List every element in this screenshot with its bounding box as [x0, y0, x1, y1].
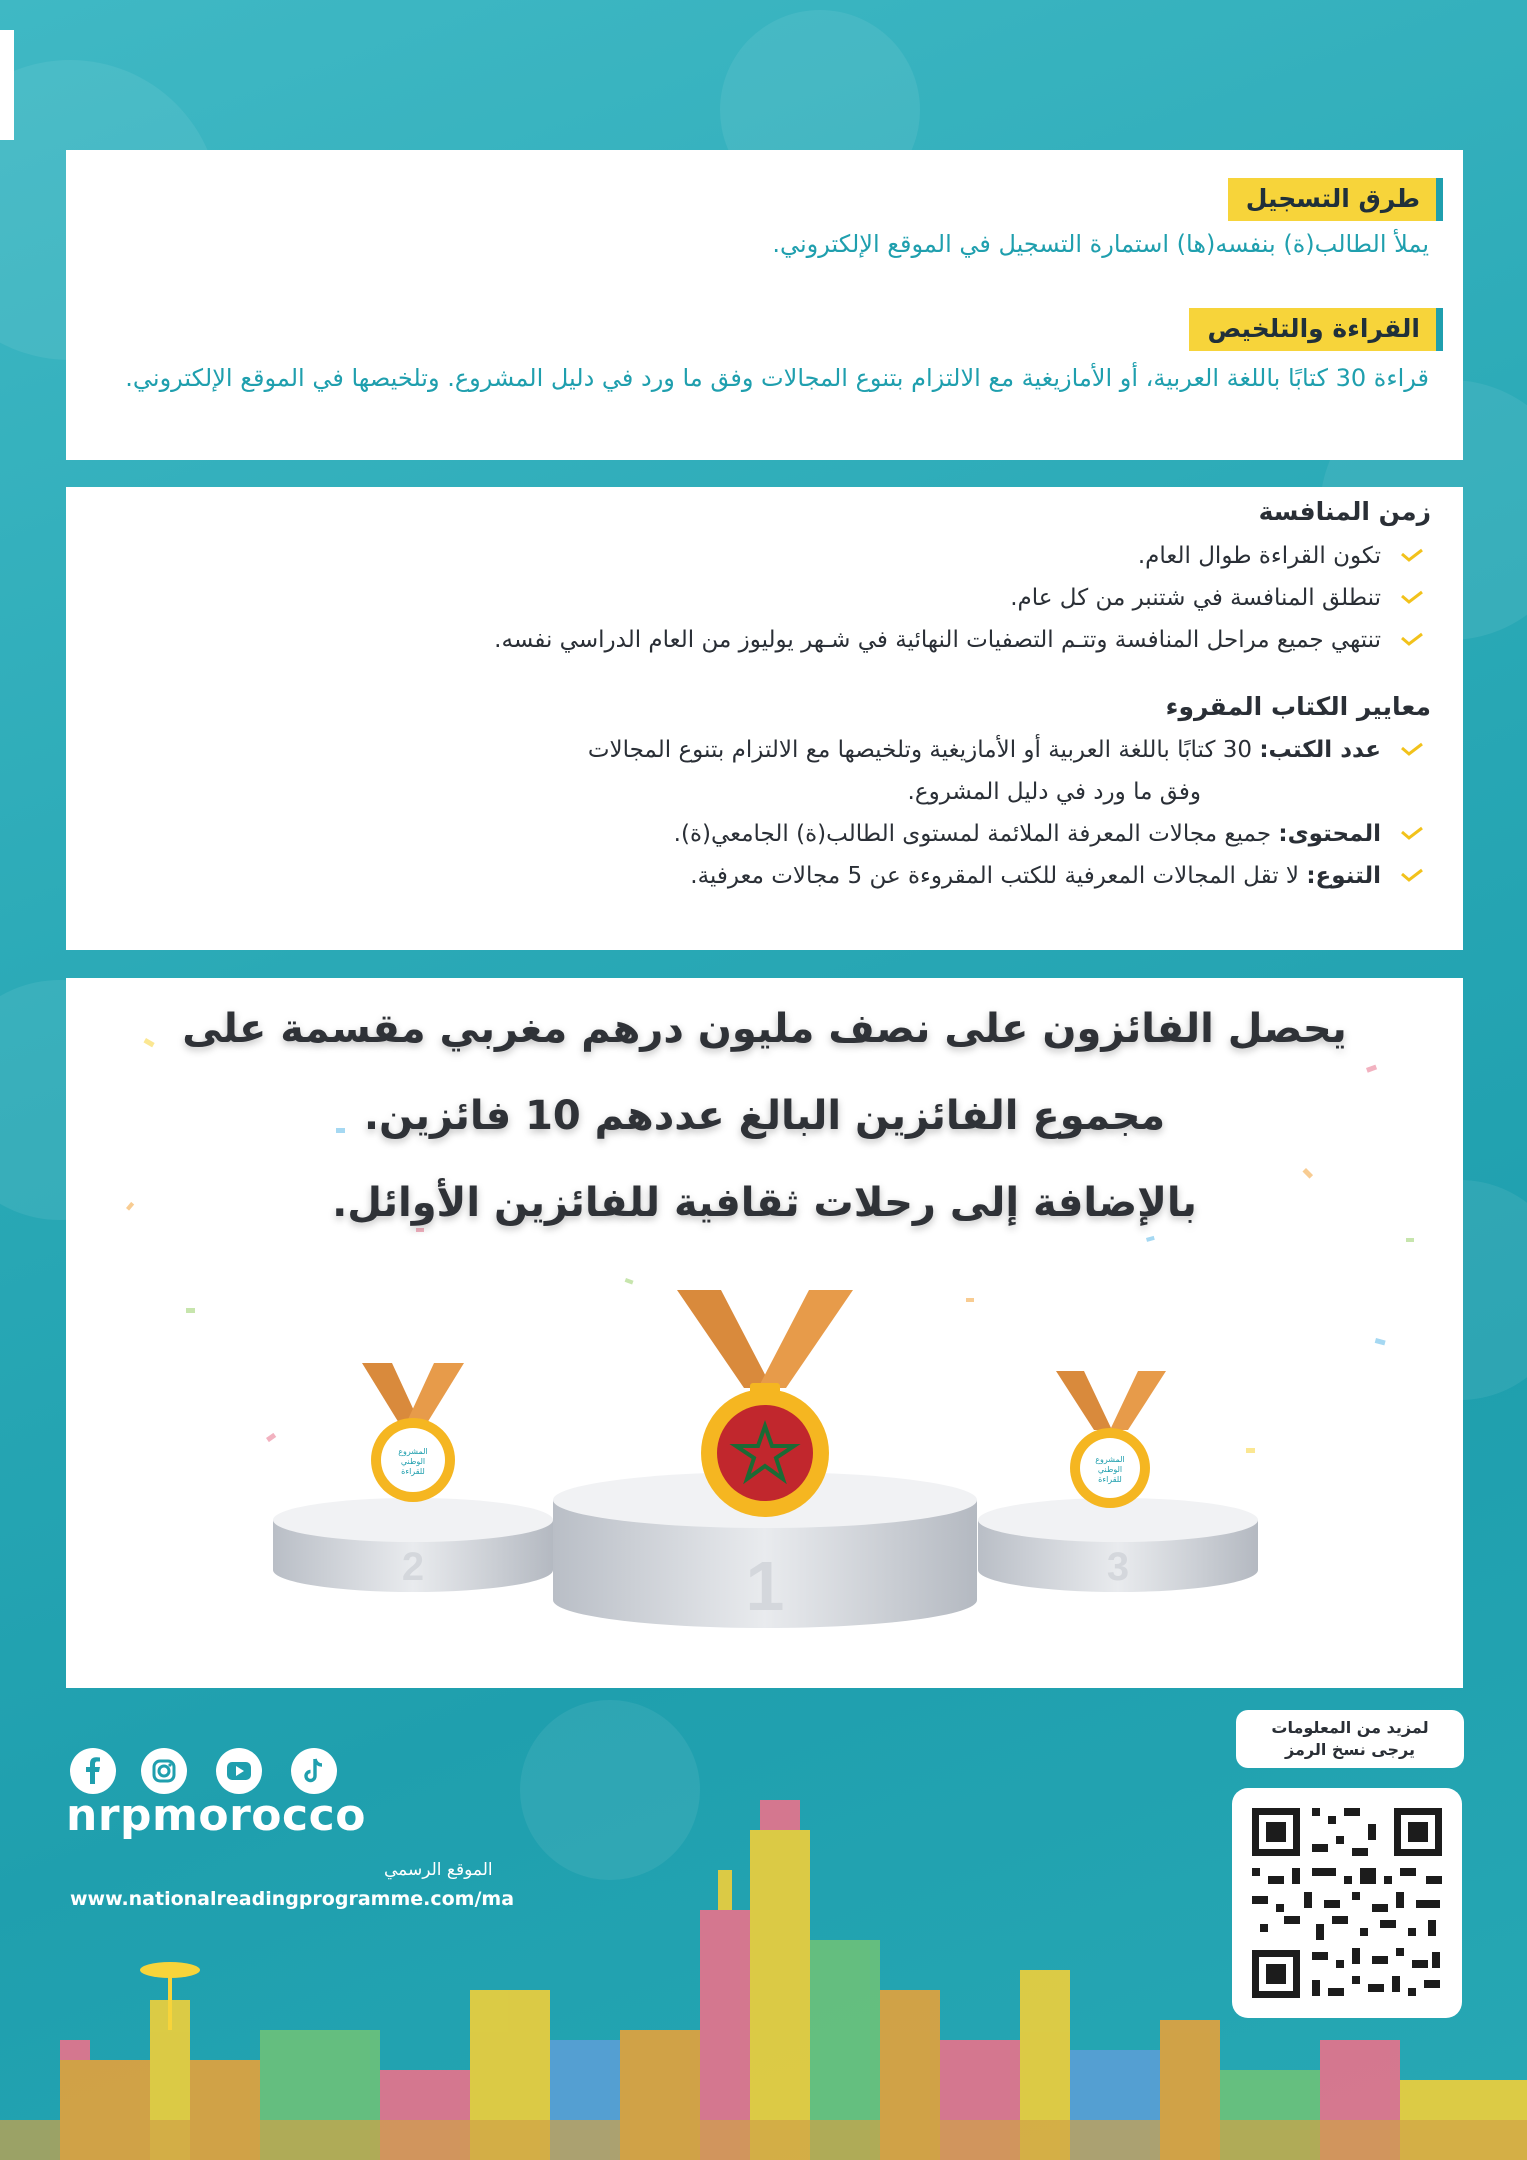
- check-icon: [1399, 742, 1425, 756]
- registration-text: يملأ الطالب(ة) بنفسه(ها) استمارة التسجيل في الموقع الإلكتروني.: [772, 230, 1429, 258]
- check-icon: [1399, 590, 1425, 604]
- medal-3-icon: [1056, 1371, 1166, 1508]
- criteria-label: التنوع:: [1306, 863, 1381, 889]
- criteria-text-continuation: وفق ما ورد في دليل المشروع.: [907, 779, 1201, 805]
- place-number: 2: [401, 1545, 425, 1589]
- youtube-icon[interactable]: [216, 1748, 262, 1794]
- check-icon: [1399, 868, 1425, 882]
- criteria-list: [588, 729, 1381, 897]
- qr-caption: [1236, 1710, 1464, 1768]
- prize-line-2: مجموع الفائزين البالغ عددهم 10 فائزين.: [363, 1093, 1166, 1139]
- criteria-text: لا تقل المجالات المعرفية للكتب المقروءة عن 5 مجالات معرفية.: [690, 863, 1300, 889]
- podium-place-3: [978, 1498, 1258, 1592]
- competition-card: [66, 487, 1463, 950]
- check-icon: [1399, 548, 1425, 562]
- website-label: الموقع الرسمي: [384, 1860, 493, 1880]
- list-item: [588, 855, 1381, 897]
- facebook-icon[interactable]: [70, 1748, 116, 1794]
- criteria-text: 30 كتابًا باللغة العربية أو الأمازيغية وتلخيصها مع الالتزام بتنوع المجالات: [587, 737, 1253, 763]
- website-link[interactable]: www.nationalreadingprogramme.com/ma: [70, 1888, 515, 1910]
- podium-place-2: [273, 1498, 553, 1592]
- medal-2-icon: [362, 1363, 464, 1502]
- check-icon: [1399, 632, 1425, 646]
- registration-tag: طرق التسجيل: [1228, 178, 1443, 221]
- qr-caption-line: لمزيد من المعلومات: [1271, 1718, 1429, 1737]
- medal-text: المشروع: [398, 1447, 428, 1456]
- page-edge-tab: [0, 30, 14, 140]
- medal-text: الوطني: [1097, 1465, 1123, 1474]
- medal-text: المشروع: [1095, 1455, 1125, 1464]
- medal-text: الوطني: [400, 1457, 426, 1466]
- reading-tag: القراءة والتلخيص: [1189, 308, 1443, 351]
- list-item: [588, 813, 1381, 855]
- medal-text: للقراءة: [1098, 1475, 1122, 1484]
- place-number: 3: [1106, 1545, 1130, 1589]
- registration-card: [66, 150, 1463, 460]
- check-icon: [1399, 826, 1425, 840]
- list-item-text: تنطلق المنافسة في شتنبر من كل عام.: [1010, 585, 1381, 611]
- list-item: [494, 535, 1381, 577]
- list-item-text: تنتهي جميع مراحل المنافسة وتتـم التصفيات النهائية في شـهر يوليوز من العام الدراسي نفسه.: [494, 627, 1381, 653]
- competition-time-list: [494, 535, 1381, 661]
- list-item: [494, 577, 1381, 619]
- medal-text: للقراءة: [401, 1467, 425, 1476]
- place-number: 1: [745, 1547, 785, 1625]
- instagram-icon[interactable]: [141, 1748, 187, 1794]
- qr-code: [1232, 1788, 1462, 2018]
- list-item: [494, 619, 1381, 661]
- criteria-title: معايير الكتاب المقروء: [1165, 692, 1431, 721]
- reading-text: قراءة 30 كتابًا باللغة العربية، أو الأمازيغية مع الالتزام بتنوع المجالات وفق ما ورد في دليل المشروع. وتلخيصها في الموقع الإلكتروني.: [125, 364, 1429, 392]
- criteria-label: المحتوى:: [1278, 821, 1381, 847]
- qr-caption-line: يرجى نسخ الرمز: [1285, 1740, 1415, 1759]
- list-item-text: تكون القراءة طوال العام.: [1137, 543, 1381, 569]
- prize-line-1: يحصل الفائزون على نصف مليون درهم مغربي مقسمة على: [182, 1006, 1347, 1052]
- brand-handle: nrpmorocco: [66, 1790, 366, 1841]
- competition-time-title: زمن المنافسة: [1258, 497, 1431, 526]
- list-item-continuation: [588, 771, 1381, 813]
- podium: [66, 1288, 1463, 1688]
- prize-card: [66, 978, 1463, 1688]
- criteria-text: جميع مجالات المعرفة الملائمة لمستوى الطالب(ة) الجامعي(ة).: [673, 821, 1272, 847]
- prize-line-3: بالإضافة إلى رحلات ثقافية للفائزين الأوائل.: [332, 1180, 1197, 1226]
- list-item: [588, 729, 1381, 771]
- criteria-label: عدد الكتب:: [1259, 737, 1381, 763]
- tiktok-icon[interactable]: [291, 1748, 337, 1794]
